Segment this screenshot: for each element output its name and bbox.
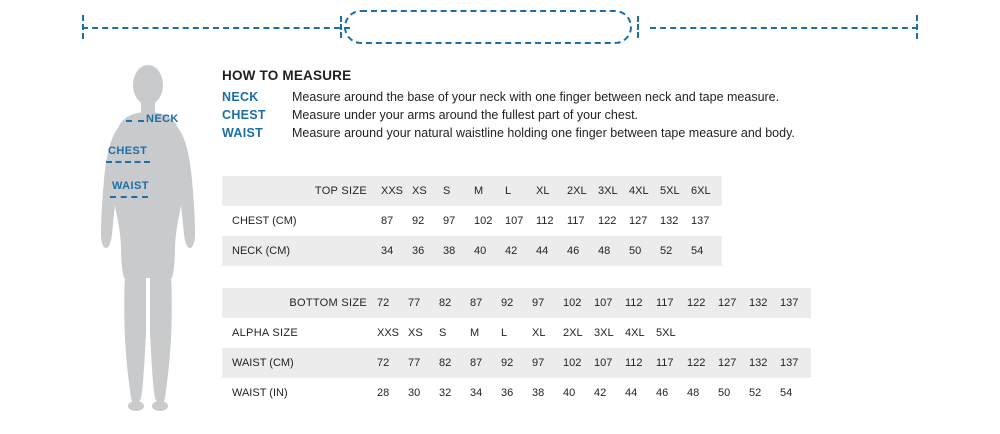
bottom-header-v9: 117 [656,297,674,309]
waist-in-v10: 48 [687,387,700,399]
top-chest-v0: 87 [381,215,394,227]
top-chest-v6: 117 [567,215,585,227]
waist-cm-v1: 77 [408,357,421,369]
table-row [222,206,722,236]
tape-loop [344,10,632,44]
waist-in-v9: 46 [656,387,669,399]
bottom-header-v5: 97 [532,297,545,309]
top-row-chest-label: CHEST (CM) [232,215,297,227]
waist-cm-v13: 137 [780,357,799,369]
top-neck-v8: 50 [629,245,642,257]
top-size-header-xl: XL [536,185,550,197]
how-to-measure-title: HOW TO MEASURE [222,68,352,83]
waist-in-v5: 38 [532,387,545,399]
bottom-header-v4: 92 [501,297,514,309]
tape-line-right [650,27,918,29]
top-chest-v10: 137 [691,215,710,227]
alpha-v0: XXS [377,327,400,339]
top-chest-v5: 112 [536,215,554,227]
how-to-measure-row-chest [222,108,922,122]
top-neck-v4: 42 [505,245,518,257]
top-chest-v7: 122 [598,215,617,227]
waist-cm-v9: 117 [656,357,674,369]
bottom-header-v8: 112 [625,297,643,309]
bottom-size-header-label: BOTTOM SIZE [289,297,367,309]
waist-in-v13: 54 [780,387,793,399]
top-size-header-6xl: 6XL [691,185,711,197]
how-to-neck-key: NECK [222,90,259,104]
top-size-header-label: TOP SIZE [314,185,367,197]
table-row [222,236,722,266]
waist-cm-v4: 92 [501,357,514,369]
top-neck-v3: 40 [474,245,487,257]
waist-cm-v10: 122 [687,357,706,369]
waist-cm-v8: 112 [625,357,643,369]
alpha-v6: 2XL [563,327,583,339]
top-size-header-2xl: 2XL [567,185,587,197]
bottom-header-v2: 82 [439,297,452,309]
table-row [222,318,811,348]
top-size-header-s: S [443,185,451,197]
waist-in-v4: 36 [501,387,514,399]
alpha-v4: L [501,327,508,339]
how-to-neck-text: Measure around the base of your neck with one finger between neck and tape measure. [292,90,780,104]
top-neck-v2: 38 [443,245,456,257]
waist-cm-v7: 107 [594,357,613,369]
tape-tick-right [637,16,639,38]
top-neck-v10: 54 [691,245,704,257]
bottom-header-v0: 72 [377,297,390,309]
alpha-v1: XS [408,327,423,339]
neck-measure-line [126,120,144,122]
waist-cm-label: WAIST (CM) [232,357,294,369]
alpha-v7: 3XL [594,327,614,339]
bottom-header-v12: 132 [749,297,768,309]
alpha-v3: M [470,327,480,339]
top-size-header-xxs: XXS [381,185,404,197]
bottom-size-table [222,288,811,408]
top-chest-v4: 107 [505,215,524,227]
top-size-header-xs: XS [412,185,427,197]
bottom-header-v13: 137 [780,297,799,309]
alpha-v2: S [439,327,447,339]
tape-tick-left [340,16,342,38]
waist-cm-v11: 127 [718,357,737,369]
waist-cm-v12: 132 [749,357,768,369]
alpha-v9: 5XL [656,327,676,339]
top-chest-v1: 92 [412,215,425,227]
top-chest-v3: 102 [474,215,493,227]
waist-in-label: WAIST (IN) [232,387,288,399]
chest-measure-line [106,161,150,163]
bottom-header-v10: 122 [687,297,706,309]
table-row [222,378,811,408]
waist-in-v0: 28 [377,387,390,399]
table-row-header [222,176,722,206]
waist-measure-line [110,196,148,198]
how-to-waist-text: Measure around your natural waistline holding one finger between tape measure and body. [292,126,795,140]
waist-cm-v5: 97 [532,357,545,369]
bottom-header-v6: 102 [563,297,582,309]
waist-cm-v2: 82 [439,357,452,369]
top-size-header-m: M [474,185,484,197]
alpha-size-label: ALPHA SIZE [232,327,298,339]
top-row-neck-label: NECK (CM) [232,245,291,257]
top-chest-v2: 97 [443,215,456,227]
figure-neck-label: NECK [146,113,179,125]
how-to-measure-section [222,68,922,144]
top-size-header-3xl: 3XL [598,185,618,197]
waist-in-v7: 42 [594,387,607,399]
top-size-table [222,176,722,266]
how-to-chest-text: Measure under your arms around the fullest part of your chest. [292,108,639,122]
how-to-waist-key: WAIST [222,126,264,140]
table-row [222,348,811,378]
bottom-header-v11: 127 [718,297,737,309]
table-row-header [222,288,811,318]
bottom-header-v7: 107 [594,297,613,309]
alpha-v11 [718,318,749,348]
alpha-v5: XL [532,327,546,339]
measuring-tape-banner [0,0,1000,56]
top-chest-v9: 132 [660,215,679,227]
bottom-header-v1: 77 [408,297,421,309]
waist-in-v1: 30 [408,387,421,399]
top-neck-v5: 44 [536,245,549,257]
tape-line-left [82,27,350,29]
top-neck-v9: 52 [660,245,673,257]
alpha-v13 [780,318,811,348]
top-neck-v7: 48 [598,245,611,257]
figure-waist-label: WAIST [112,180,149,192]
how-to-measure-row-neck [222,90,922,104]
how-to-measure-row-waist [222,126,922,140]
waist-in-v12: 52 [749,387,762,399]
top-neck-v1: 36 [412,245,425,257]
tape-end-left [82,15,84,39]
top-neck-v6: 46 [567,245,580,257]
waist-in-v3: 34 [470,387,483,399]
alpha-v10 [687,318,718,348]
waist-cm-v0: 72 [377,357,390,369]
waist-in-v2: 32 [439,387,452,399]
top-chest-v8: 127 [629,215,648,227]
waist-in-v8: 44 [625,387,638,399]
waist-in-v11: 50 [718,387,731,399]
alpha-v8: 4XL [625,327,645,339]
how-to-chest-key: CHEST [222,108,266,122]
figure-chest-label: CHEST [108,145,148,157]
top-size-header-5xl: 5XL [660,185,680,197]
bottom-header-v3: 87 [470,297,483,309]
waist-in-v6: 40 [563,387,576,399]
top-size-header-4xl: 4XL [629,185,649,197]
top-neck-v0: 34 [381,245,394,257]
tape-end-right [916,15,918,39]
top-size-header-l: L [505,185,512,197]
waist-cm-v3: 87 [470,357,483,369]
alpha-v12 [749,318,780,348]
waist-cm-v6: 102 [563,357,582,369]
